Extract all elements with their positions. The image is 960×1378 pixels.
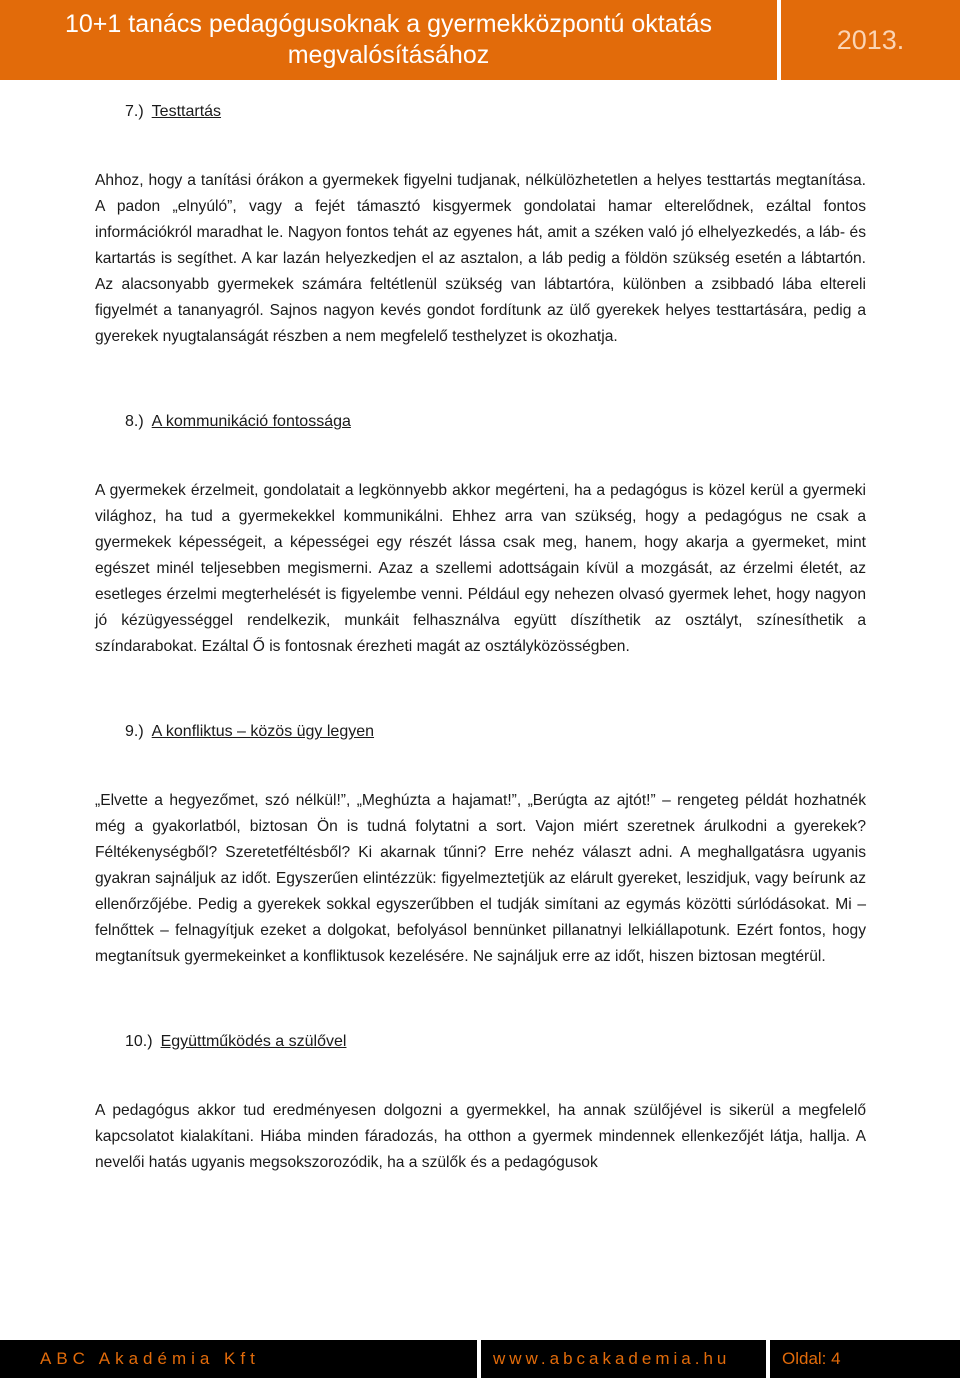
footer-company: ABC Akadémia Kft bbox=[0, 1340, 477, 1378]
section-heading bbox=[125, 1032, 866, 1052]
section-number: 8.) bbox=[125, 413, 144, 430]
page-header bbox=[0, 0, 960, 80]
section-title: A kommunikáció fontossága bbox=[151, 413, 351, 430]
section-8 bbox=[95, 412, 866, 660]
section-paragraph: „Elvette a hegyezőmet, szó nélkül!”, „Meghúzta a hajamat!”, „Berúgta az ajtót!” – rengeteg példát hozhatnék még a gyakorlatból, biztosan Ön is tudná folytatni a sort. Vajon miért szeretnek árulkodni a gyerekek? Féltékenységből? Szeretetféltésből? Ki akarnak tűnni? Erre nehéz választ adni. A meghallgatásra ugyanis gyakran sajnáljuk az időt. Egyszerűen elintézzük: figyelmeztetjük az elárult gyereket, leszidjuk, vagy beírunk az ellenőrzőjébe. Pedig a gyerekek sokkal egyszerűbben el tudják simítani az egymás közötti súrlódásokat. Mi – felnőttek – felnagyítjuk ezeket a dolgokat, befolyásol bennünket pillanatnyi lelkiállapotunk. Ezért fontos, hogy megtanítsuk gyermekeinket a konfliktusok kezelésére. Ne sajnáljuk erre az időt, hiszen biztosan megtérül. bbox=[95, 792, 866, 965]
footer-url: www.abcakademia.hu bbox=[481, 1340, 766, 1378]
section-heading bbox=[125, 722, 866, 742]
section-10 bbox=[95, 1032, 866, 1176]
section-title: Testtartás bbox=[151, 103, 222, 120]
page-footer bbox=[0, 1336, 960, 1378]
section-title: Együttműködés a szülővel bbox=[160, 1033, 347, 1050]
page-number: Oldal: 4 bbox=[770, 1340, 960, 1378]
document-title bbox=[0, 0, 777, 80]
section-7 bbox=[95, 102, 866, 350]
document-year: 2013. bbox=[781, 0, 960, 80]
section-number: 9.) bbox=[125, 723, 144, 740]
section-heading bbox=[125, 412, 866, 432]
page-content bbox=[95, 90, 866, 1176]
document-title-line-2: megvalósításához bbox=[287, 41, 490, 69]
section-heading bbox=[125, 102, 866, 122]
section-number: 10.) bbox=[125, 1033, 153, 1050]
section-paragraph: A pedagógus akkor tud eredményesen dolgozni a gyermekkel, ha annak szülőjével is sikerül a megfelelő kapcsolatot kialakítani. Hiába minden fáradozás, ha otthon a gyermek mindennek ellenkezőjét látja, hallja. A nevelői hatás ugyanis megsokszorozódik, ha a szülők és a pedagógusok bbox=[95, 1102, 866, 1171]
section-paragraph: Ahhoz, hogy a tanítási órákon a gyermekek figyelni tudjanak, nélkülözhetetlen a helyes testtartás megtanítása. A padon „elnyúló”, vagy a fejét támasztó kisgyermek gondolatai hamar elterelődnek, ezáltal fontos információkról maradhat le. Nagyon fontos tehát az egyenes hát, amit a széken való jó elhelyezkedés, a láb- és kartartás is segíthet. A kar lazán helyezkedjen el az asztalon, a láb pedig a földön szükség esetén a lábtartón. Az alacsonyabb gyermekek számára feltétlenül szükség van lábtartóra, különben a zsibbadó lába eltereli figyelmét a tananyagról. Sajnos nagyon kevés gondot fordítunk az ülő gyerekek helyes testtartására, pedig a gyerekek nyugtalanságát részben a nem megfelelő testhelyzet is okozhatja. bbox=[95, 172, 866, 345]
section-number: 7.) bbox=[125, 103, 144, 120]
section-title: A konfliktus – közös ügy legyen bbox=[151, 723, 375, 740]
document-title-line-1: 10+1 tanács pedagógusoknak a gyermekközpontú oktatás bbox=[65, 10, 712, 38]
section-paragraph: A gyermekek érzelmeit, gondolatait a legkönnyebb akkor megérteni, ha a pedagógus is közel kerül a gyermeki világhoz, ha tud a gyermekekkel kommunikálni. Ehhez arra van szükség, hogy a pedagógus ne csak a gyermekek képességeit, a képességei egy részét lássa csak meg, hanem, hogy akarja a gyermeket, mint egészet minél teljesebben megismerni. Azaz a szellemi adottságain kívül a mozgását, az érzelmi életét, az esetleges érzelmi megterhelését is figyelembe venni. Például egy nehezen olvasó gyermek lehet, hogy nagyon jó kézügyességgel rendelkezik, munkáit felhasználva együtt díszíthetik az osztályt, színesíthetik a színdarabokat. Ezáltal Ő is fontosnak érezheti magát az osztályközösségben. bbox=[95, 482, 866, 655]
section-9 bbox=[95, 722, 866, 970]
